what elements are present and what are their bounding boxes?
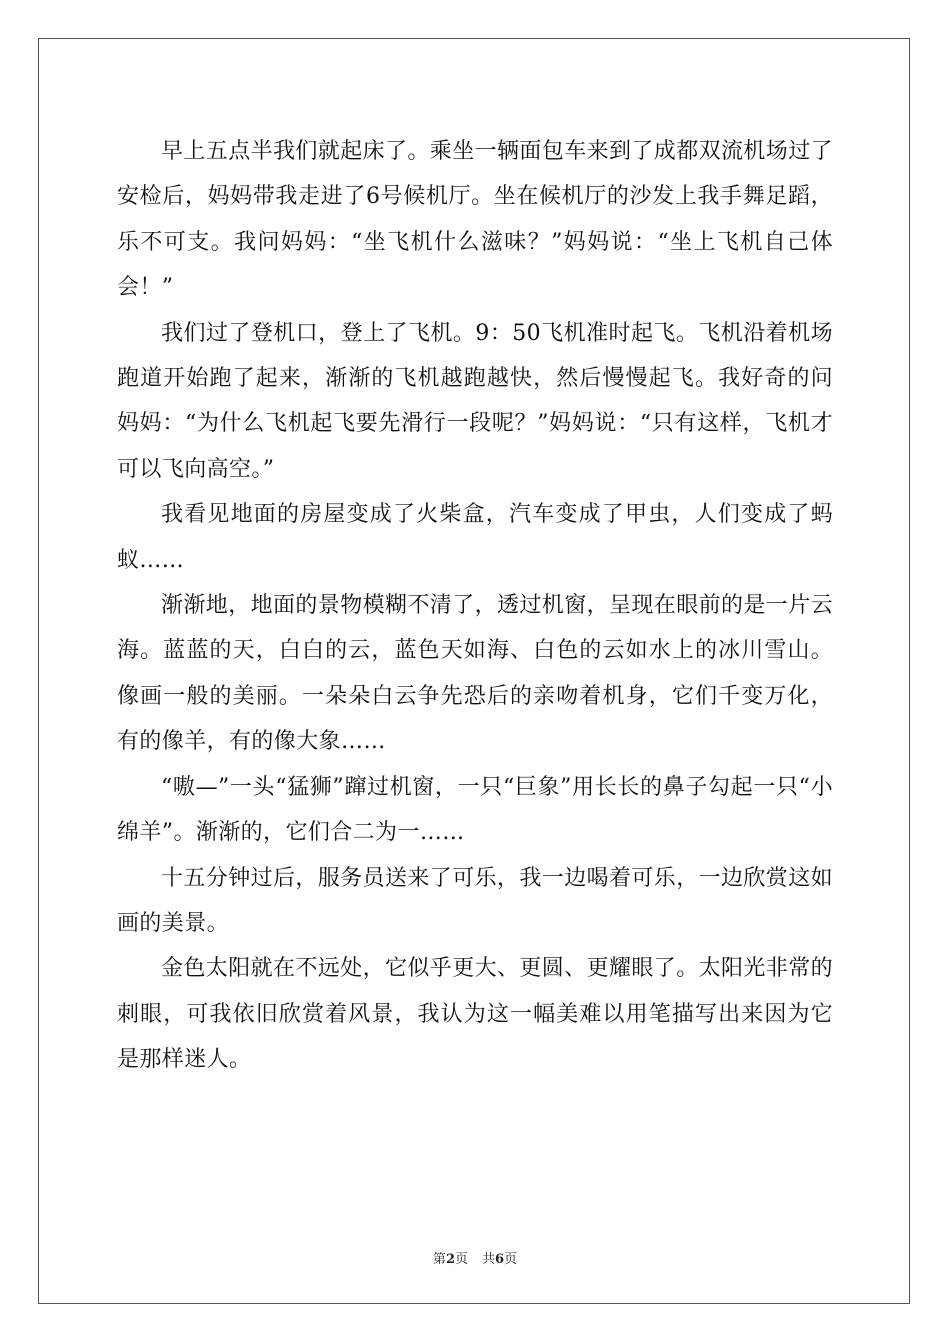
page-prefix: 第 xyxy=(432,1252,446,1267)
paragraph-3: 我看见地面的房屋变成了火柴盒，汽车变成了甲虫，人们变成了蚂蚁…… xyxy=(117,502,833,573)
page-suffix: 页 xyxy=(454,1252,468,1267)
paragraph-4: 渐渐地，地面的景物模糊不清了，透过机窗，呈现在眼前的是一片云海。蓝蓝的天，白白的云，蓝色天如海、白色的云如水上的冰川雪山。像画一般的美丽。一朵朵白云争先恐后的亲吻着机身，它们千变万化，有的像羊，有的像大象…… xyxy=(117,593,834,755)
page-footer xyxy=(0,1248,950,1267)
total-pages: 6 xyxy=(495,1252,505,1267)
page-current: 2 xyxy=(445,1252,455,1267)
total-suffix: 页 xyxy=(504,1252,518,1267)
total-prefix: 共 xyxy=(482,1252,496,1267)
paragraph-6: 十五分钟过后，服务员送来了可乐，我一边喝着可乐，一边欣赏这如画的美景。 xyxy=(117,865,834,936)
paragraph-1: 早上五点半我们就起床了。乘坐一辆面包车来到了成都双流机场过了安检后，妈妈带我走进了6号候机厅。坐在候机厅的沙发上我手舞足蹈，乐不可支。我问妈妈：“坐飞机什么滋味？”妈妈说：“坐上飞机自己体会！” xyxy=(117,139,834,301)
paragraph-5: “嗷—”一头“猛狮”蹿过机窗，一只“巨象”用长长的鼻子勾起一只“小绵羊”。渐渐的，它们合二为一…… xyxy=(117,774,833,846)
paragraph-7: 金色太阳就在不远处，它似乎更大、更圆、更耀眼了。太阳光非常的刺眼，可我依旧欣赏着风景，我认为这一幅美难以用笔描写出来因为它是那样迷人。 xyxy=(117,956,834,1073)
document-body xyxy=(117,129,833,1083)
paragraph-2: 我们过了登机口，登上了飞机。9：50飞机准时起飞。飞机沿着机场跑道开始跑了起来，渐渐的飞机越跑越快，然后慢慢起飞。我好奇的问妈妈：“为什么飞机起飞要先滑行一段呢？”妈妈说：“只有这样，飞机才可以飞向高空。” xyxy=(117,320,833,482)
